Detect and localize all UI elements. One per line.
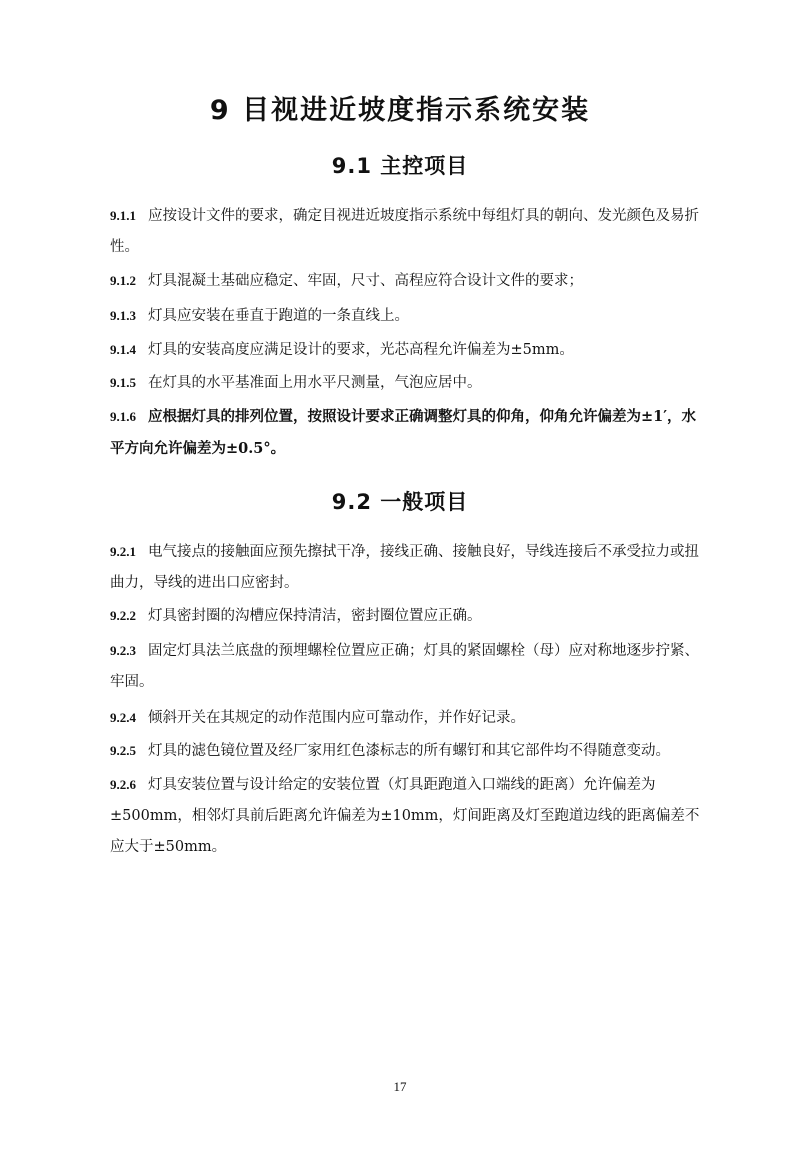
clause-number: 9.1.6 bbox=[110, 409, 136, 424]
section-title-9-1: 9.1 主控项目 bbox=[331, 154, 469, 178]
chapter-title: 9 目视进近坡度指示系统安装 bbox=[209, 95, 591, 126]
clause-9-2-4 bbox=[110, 702, 710, 734]
clause-number: 9.1.1 bbox=[110, 208, 136, 223]
clause-number: 9.1.3 bbox=[110, 308, 136, 323]
clause-text: 电气接点的接触面应预先擦拭干净，接线正确、接触良好，导线连接后不承受拉力或扭曲力，导线的进出口应密封。 bbox=[110, 544, 699, 591]
clause-text: 灯具应安装在垂直于跑道的一条直线上。 bbox=[148, 308, 409, 324]
clause-number: 9.2.1 bbox=[110, 544, 136, 559]
clause-number: 9.2.2 bbox=[110, 608, 136, 623]
clause-number: 9.1.2 bbox=[110, 273, 136, 288]
clause-text: 灯具混凝土基础应稳定、牢固，尺寸、高程应符合设计文件的要求； bbox=[148, 273, 583, 289]
clause-9-1-5 bbox=[110, 367, 710, 399]
clause-9-1-6 bbox=[110, 401, 710, 465]
clause-text: 倾斜开关在其规定的动作范围内应可靠动作，并作好记录。 bbox=[148, 710, 525, 726]
clause-text: 灯具的安装高度应满足设计的要求，光芯高程允许偏差为±5mm。 bbox=[148, 342, 574, 358]
section-title-9-2: 9.2 一般项目 bbox=[331, 490, 469, 514]
clause-text: 灯具的滤色镜位置及经厂家用红色漆标志的所有螺钉和其它部件均不得随意变动。 bbox=[148, 743, 670, 759]
clause-9-1-2 bbox=[110, 265, 710, 297]
clause-9-2-1 bbox=[110, 536, 710, 599]
page-number: 17 bbox=[393, 1079, 407, 1094]
clause-number: 9.2.3 bbox=[110, 643, 136, 658]
clause-number: 9.1.5 bbox=[110, 375, 136, 390]
clause-number: 9.2.6 bbox=[110, 777, 136, 792]
clause-number: 9.1.4 bbox=[110, 342, 136, 357]
clause-number: 9.2.4 bbox=[110, 710, 136, 725]
clause-9-1-3 bbox=[110, 300, 710, 332]
clause-9-2-6 bbox=[110, 769, 710, 863]
clause-text: 应按设计文件的要求，确定目视进近坡度指示系统中每组灯具的朝向、发光颜色及易折性。 bbox=[110, 208, 699, 255]
clause-number: 9.2.5 bbox=[110, 743, 136, 758]
clause-text: 固定灯具法兰底盘的预埋螺栓位置应正确；灯具的紧固螺栓（母）应对称地逐步拧紧、牢固。 bbox=[110, 643, 699, 690]
clause-9-2-2 bbox=[110, 600, 710, 632]
clause-9-1-1 bbox=[110, 200, 710, 263]
clause-text: 在灯具的水平基准面上用水平尺测量，气泡应居中。 bbox=[148, 375, 482, 391]
clause-9-1-4 bbox=[110, 334, 710, 366]
clause-text: 灯具密封圈的沟槽应保持清洁，密封圈位置应正确。 bbox=[148, 608, 482, 624]
clause-text: 灯具安装位置与设计给定的安装位置（灯具距跑道入口端线的距离）允许偏差为±500mm，相邻灯具前后距离允许偏差为±10mm，灯间距离及灯至跑道边线的距离偏差不应大于±50mm。 bbox=[110, 777, 700, 855]
clause-9-2-3 bbox=[110, 635, 710, 698]
clause-text: 应根据灯具的排列位置，按照设计要求正确调整灯具的仰角，仰角允许偏差为±1′，水平方向允许偏差为±0.5°。 bbox=[110, 408, 697, 457]
clause-9-2-5 bbox=[110, 735, 710, 767]
